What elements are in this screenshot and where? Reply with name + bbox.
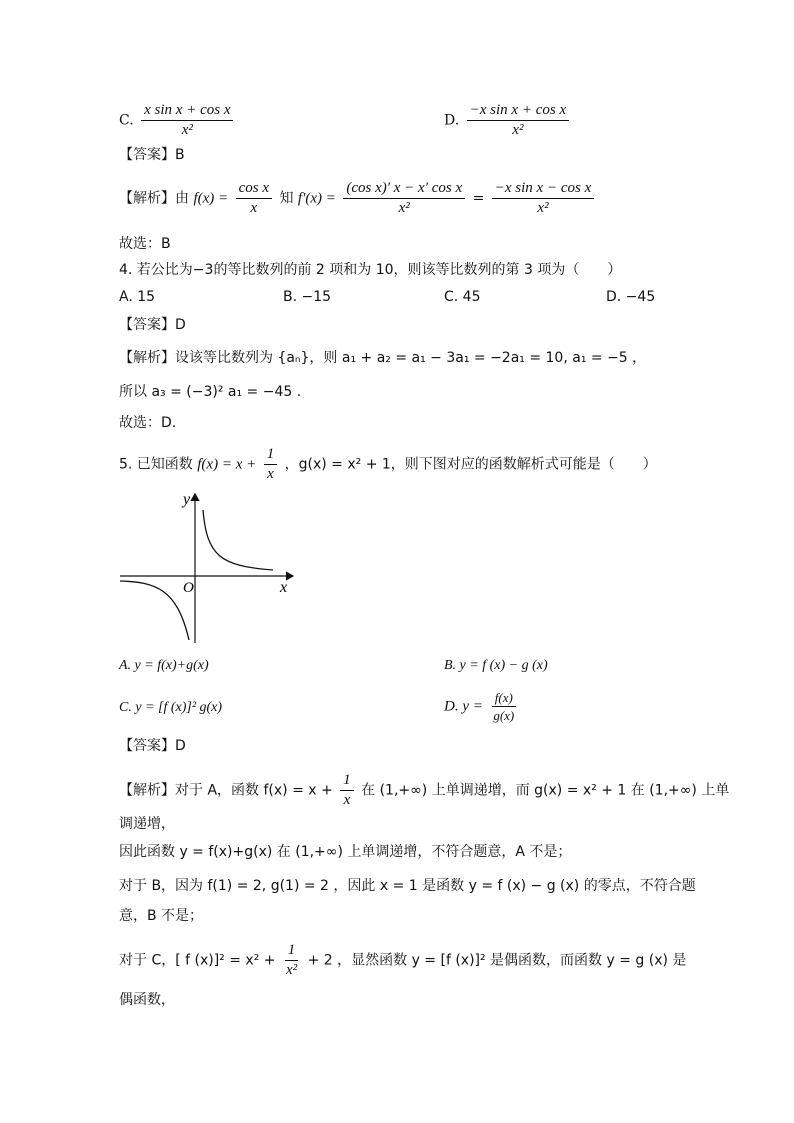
q4-answer: 【答案】D: [119, 317, 186, 333]
q3-analysis: 【解析】由 f(x) = $\frac{\text{cos x}}{x}$ 知 f′(x) = $\frac{\text{(cos x)′ x − x′ cos x}}{\text{x²}}$ = $\frac{\text{−x sin x − cos x}}{\text{x²}}$: [119, 180, 597, 217]
q5-analysis-line4: 对于 B，因为 f(1) = 2, g(1) = 2 ，因此 x = 1 是函数 y = f (x) − g (x) 的零点，不符合题: [119, 878, 696, 894]
q5-analysis-line5: 意，B 不是；: [119, 908, 204, 924]
q5-answer: 【答案】D: [119, 738, 186, 754]
q4-option-d: D. −45: [606, 289, 656, 305]
q4-analysis-line1: 【解析】设该等比数列为 {aₙ}，则 a₁ + a₂ = a₁ − 3a₁ = −2a₁ = 10, a₁ = −5 ，: [119, 350, 647, 366]
q4-option-b: B. −15: [283, 289, 332, 305]
origin-label: O: [183, 580, 194, 596]
q3-answer: 【答案】B: [119, 147, 185, 163]
q3-option-c: C. $\frac{\text{x sin x + cos x}}{\text{x²}}$: [119, 102, 236, 139]
q3-choose: 故选：B: [119, 236, 171, 252]
q3-option-c-fraction: $\frac{\text{x sin x + cos x}}{\text{x²}}$: [141, 102, 233, 139]
q5-option-c: C. y = [f (x)]² g(x): [119, 700, 223, 715]
q4-option-c: C. 45: [444, 289, 481, 305]
q5-analysis-line2: 调递增，: [119, 816, 175, 832]
q5-option-b: B. y = f (x) − g (x): [444, 658, 548, 673]
right-branch-curve: [203, 510, 273, 570]
q4-option-a: A. 15: [119, 289, 156, 305]
q5-option-d: D. y = $\frac{f(x)}{g(x)}$: [444, 690, 515, 723]
q5-option-a: A. y = f(x)+g(x): [119, 658, 209, 673]
q3-option-d: D. $\frac{\text{−x sin x + cos x}}{\text{x²}}$: [444, 102, 572, 139]
q5-analysis-line1: 【解析】对于 A，函数 f(x) = x + $\frac{1}{x}$ 在 (1,+∞) 上单调递增，而 g(x) = x² + 1 在 (1,+∞) 上单: [119, 772, 730, 808]
x-axis-label: x: [280, 579, 288, 596]
q5-function-graph: [115, 486, 300, 648]
q4-choose: 故选：D.: [119, 415, 177, 431]
q5-analysis-line6: 对于 C，[ f (x)]² = x² + $\frac{1}{\text{x²}}$ + 2 ，显然函数 y = [f (x)]² 是偶函数，而函数 y = g (x) 是: [119, 942, 687, 978]
q5-stem: 5. 已知函数 f(x) = x + $\frac{1}{x}$ ，g(x) = x² + 1，则下图对应的函数解析式可能是（ ）: [119, 446, 657, 482]
q3-option-d-fraction: $\frac{\text{−x sin x + cos x}}{\text{x²}}$: [467, 102, 569, 139]
q5-analysis-line7: 偶函数，: [119, 992, 175, 1008]
y-axis-label: y: [183, 491, 191, 508]
q4-stem: 4. 若公比为−3的等比数列的前 2 项和为 10，则该等比数列的第 3 项为（ ）: [119, 262, 622, 278]
q4-analysis-line2: 所以 a₃ = (−3)² a₁ = −45 .: [119, 384, 302, 400]
q5-analysis-line3: 因此函数 y = f(x)+g(x) 在 (1,+∞) 上单调递增，不符合题意，A 不是；: [119, 844, 572, 860]
left-branch-curve: [120, 581, 189, 640]
